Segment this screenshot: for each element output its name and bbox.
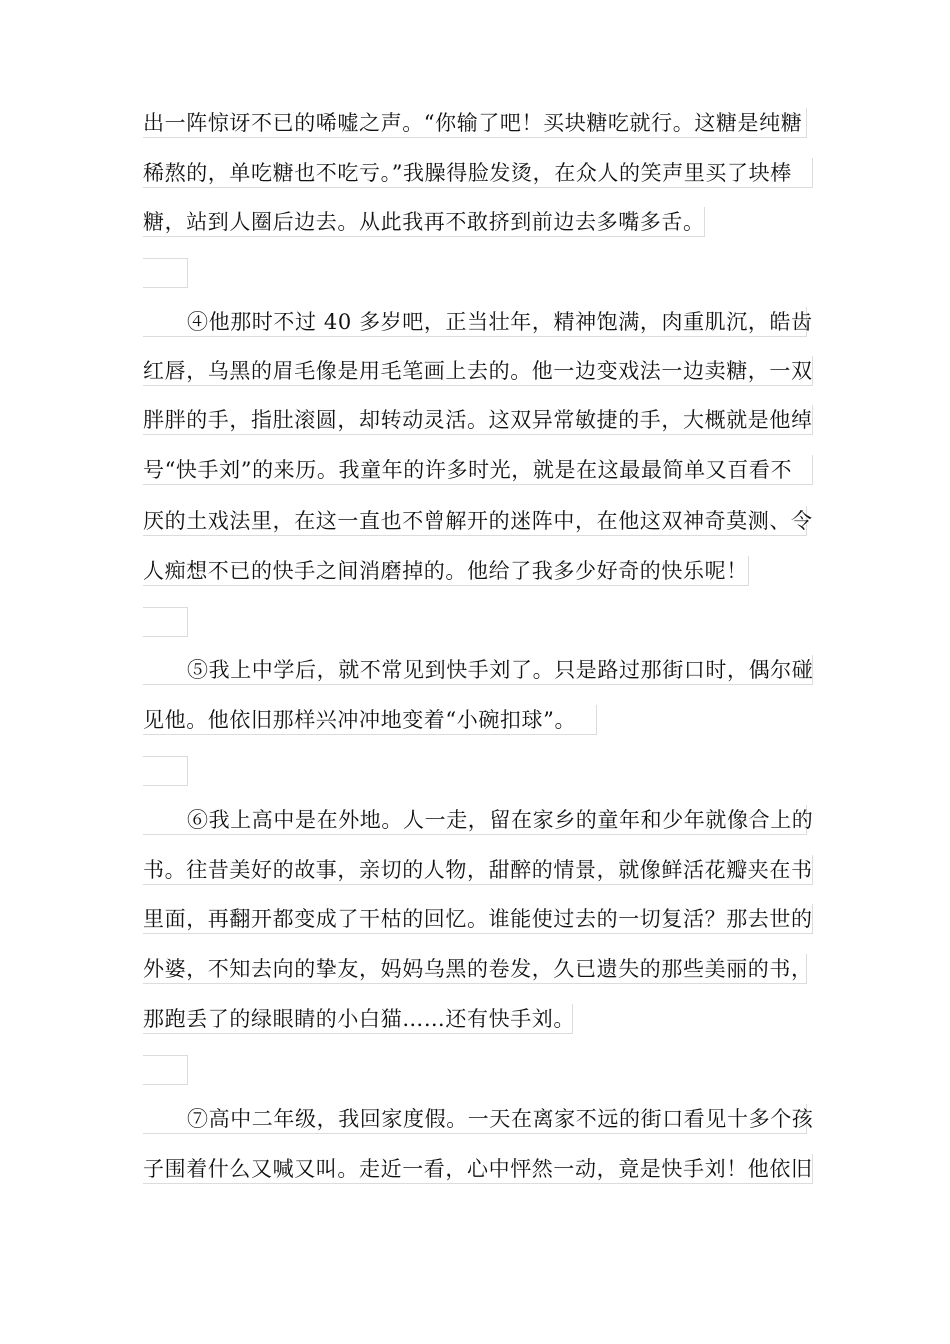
paragraph-2-line-4: 号“快手刘”的来历。我童年的许多时光，就是在这最最简单又百看不	[143, 455, 813, 485]
paragraph-4-line-4: 外婆，不知去向的挚友，妈妈乌黑的卷发，久已遗失的那些美丽的书，	[143, 954, 807, 984]
paragraph-2-line-5: 厌的土戏法里，在这一直也不曾解开的迷阵中，在他这双神奇莫测、令	[143, 506, 807, 536]
paragraph-spacer	[143, 258, 188, 288]
paragraph-spacer	[143, 607, 188, 637]
paragraph-5-line-2: 子围着什么又喊又叫。走近一看，心中怦然一动，竟是快手刘！他依旧	[143, 1154, 813, 1184]
paragraph-3-line-1: ⑤我上中学后，就不常见到快手刘了。只是路过那街口时，偶尔碰	[143, 655, 813, 685]
paragraph-spacer	[143, 1055, 188, 1085]
paragraph-2-line-1: ④他那时不过 40 多岁吧，正当壮年，精神饱满，肉重肌沉，皓齿	[143, 307, 807, 337]
paragraph-2-line-3: 胖胖的手，指肚滚圆，却转动灵活。这双异常敏捷的手，大概就是他绰	[143, 405, 813, 435]
paragraph-1-line-2: 稀熬的，单吃糖也不吃亏。”我臊得脸发烫，在众人的笑声里买了块棒	[143, 158, 813, 188]
paragraph-4-line-5: 那跑丢了的绿眼睛的小白猫……还有快手刘。	[143, 1004, 573, 1034]
paragraph-4-line-3: 里面，再翻开都变成了干枯的回忆。谁能使过去的一切复活？那去世的	[143, 904, 813, 934]
paragraph-5-line-1: ⑦高中二年级，我回家度假。一天在离家不远的街口看见十多个孩	[143, 1104, 807, 1134]
paragraph-2-line-6: 人痴想不已的快手之间消磨掉的。他给了我多少好奇的快乐呢！	[143, 556, 749, 586]
paragraph-3-line-2: 见他。他依旧那样兴冲冲地变着“小碗扣球”。	[143, 705, 597, 735]
paragraph-1-line-1: 出一阵惊讶不已的唏嘘之声。“你输了吧！买块糖吃就行。这糖是纯糖	[143, 108, 807, 138]
paragraph-4-line-2: 书。往昔美好的故事，亲切的人物，甜醉的情景，就像鲜活花瓣夹在书	[143, 855, 813, 885]
paragraph-4-line-1: ⑥我上高中是在外地。人一走，留在家乡的童年和少年就像合上的	[143, 805, 807, 835]
paragraph-2-line-2: 红唇，乌黑的眉毛像是用毛笔画上去的。他一边变戏法一边卖糖，一双	[143, 356, 813, 386]
paragraph-spacer	[143, 756, 188, 786]
paragraph-1-line-3: 糖，站到人圈后边去。从此我再不敢挤到前边去多嘴多舌。	[143, 207, 705, 237]
